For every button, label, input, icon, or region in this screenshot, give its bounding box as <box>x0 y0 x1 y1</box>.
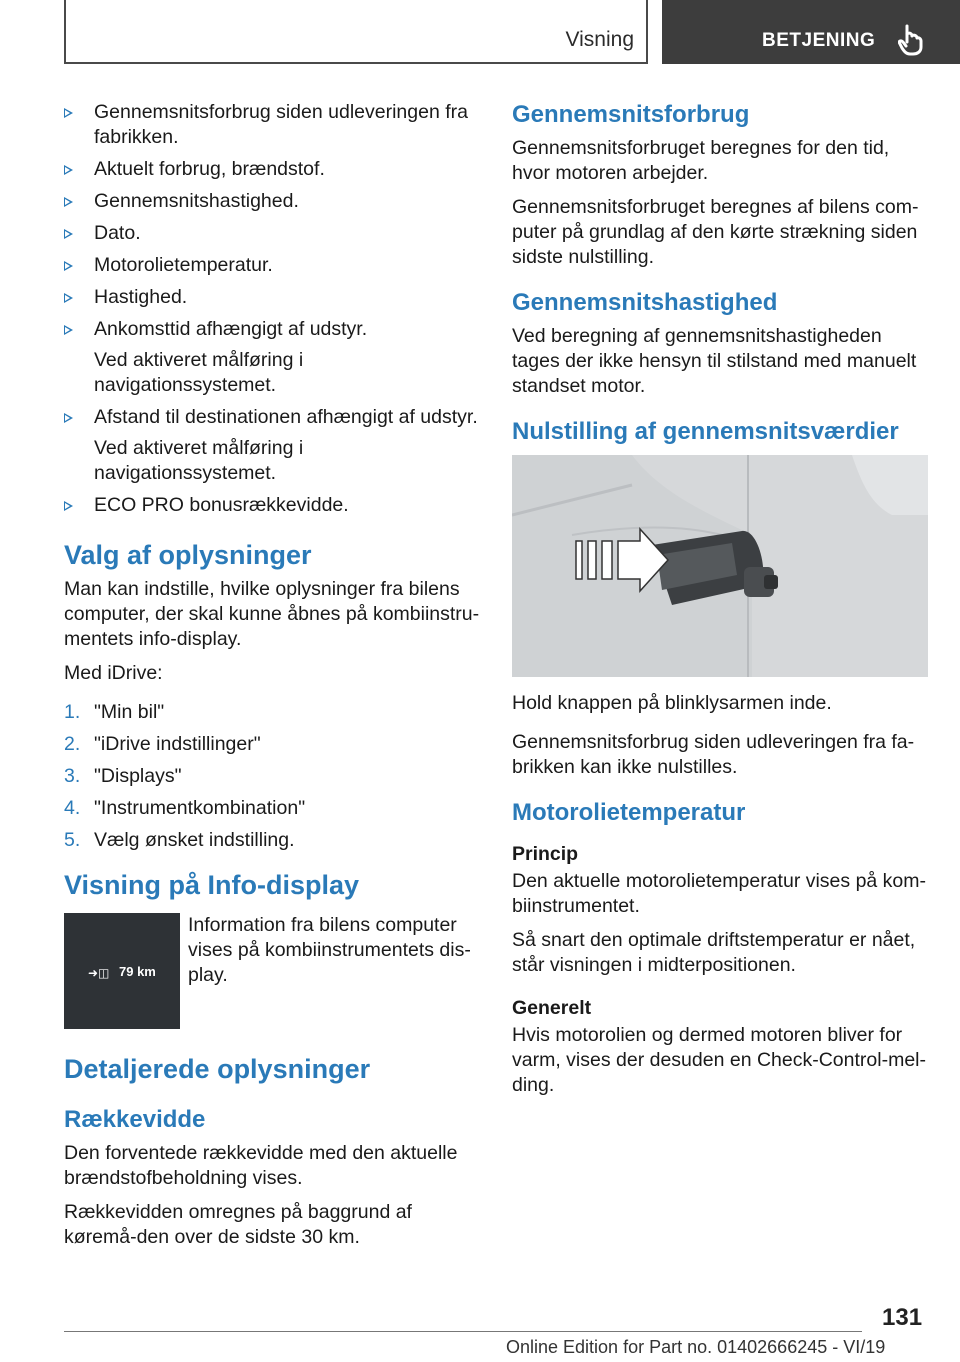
heading-motorolietemperatur: Motorolietemperatur <box>512 799 746 826</box>
list-item: 2. "iDrive indstillinger" <box>64 733 261 755</box>
turn-signal-stalk-image <box>512 455 928 677</box>
paragraph: Hold knappen på blinklysarmen inde. <box>512 692 832 714</box>
paragraph: Rækkevidden omregnes på baggrund af køremå-den over de sidste 30 km. <box>64 1201 412 1248</box>
triangle-bullet-icon <box>64 108 73 118</box>
heading-visning: Visning på Info-display <box>64 870 360 900</box>
list-item-note: Ved aktiveret målføring i navigationssystemet. <box>94 437 304 484</box>
list-item: 1. "Min bil" <box>64 701 165 723</box>
heading-gennemsnitsforbrug: Gennemsnitsforbrug <box>512 101 750 128</box>
range-value: 79 km <box>119 964 156 979</box>
list-item: 4. "Instrumentkombination" <box>64 797 306 819</box>
heading-gennemsnitshastighed: Gennemsnitshastighed <box>512 289 778 316</box>
list-item: 5. Vælg ønsket indstilling. <box>64 829 295 851</box>
list-item: Motorolietemperatur. <box>64 253 484 278</box>
left-column <box>64 100 484 1259</box>
list-item: Gennemsnitsforbrug siden udleveringen fra fabrikken. <box>64 100 484 150</box>
heading-detaljer: Detaljerede oplysninger <box>64 1054 371 1084</box>
triangle-bullet-icon <box>64 325 73 335</box>
fuel-range-icon: ➜◫ <box>88 966 110 980</box>
paragraph: Hvis motorolien og dermed motoren bliver for varm, vises der desuden en Check-Control-mel-ding. <box>512 1024 926 1096</box>
header-section-box <box>64 0 648 64</box>
right-column <box>512 100 932 1107</box>
list-item: Aktuelt forbrug, brændstof. <box>64 157 484 182</box>
section-title: Visning <box>565 28 634 51</box>
paragraph: Den forventede rækkevidde med den aktuelle brændstofbeholdning vises. <box>64 1142 458 1189</box>
list-item: Afstand til destinationen afhængigt af udstyr. Ved aktiveret målføring i navigationssystemet. <box>64 405 484 486</box>
paragraph: Så snart den optimale driftstemperatur er nået, står visningen i midterpositionen. <box>512 929 916 976</box>
list-item: Gennemsnitshastighed. <box>64 189 484 214</box>
list-item: Dato. <box>64 221 484 246</box>
triangle-bullet-icon <box>64 261 73 271</box>
triangle-bullet-icon <box>64 165 73 175</box>
paragraph: Man kan indstille, hvilke oplysninger fra bilens computer, der skal kunne åbnes på kombiinstru-mentets info-display. <box>64 578 480 650</box>
heading-raekkevidde: Rækkevidde <box>64 1106 206 1133</box>
paragraph: Ved beregning af gennemsnitshastigheden tages der ikke hensyn til stilstand med manuelt standset motor. <box>512 325 917 397</box>
paragraph: Med iDrive: <box>64 662 163 684</box>
triangle-bullet-icon <box>64 293 73 303</box>
heading-valg: Valg af oplysninger <box>64 540 312 570</box>
triangle-bullet-icon <box>64 229 73 239</box>
triangle-bullet-icon <box>64 413 73 423</box>
triangle-bullet-icon <box>64 501 73 511</box>
footer-divider <box>64 1331 862 1332</box>
page-number: 131 <box>882 1304 923 1331</box>
paragraph: Gennemsnitsforbruget beregnes af bilens com-puter på grundlag af den kørte strækning siden sidste nulstilling. <box>512 196 919 268</box>
info-display-image <box>64 913 180 1029</box>
heading-princip: Princip <box>512 843 579 865</box>
header-chapter-box <box>662 0 960 64</box>
info-display-block <box>64 913 484 1031</box>
list-item: ECO PRO bonusrækkevidde. <box>64 493 484 518</box>
list-item-note: Ved aktiveret målføring i navigationssystemet. <box>94 349 304 396</box>
heading-nulstilling: Nulstilling af gennemsnitsværdier <box>512 418 899 445</box>
hand-pointer-icon <box>898 24 924 56</box>
list-item: Ankomsttid afhængigt af udstyr. Ved aktiveret målføring i navigationssystemet. <box>64 317 484 398</box>
list-item: Hastighed. <box>64 285 484 310</box>
edition-note: Online Edition for Part no. 01402666245 - VI/19 <box>506 1337 886 1357</box>
info-bullet-list <box>64 100 484 518</box>
steps-list <box>64 700 484 853</box>
heading-generelt: Generelt <box>512 997 592 1019</box>
paragraph: Den aktuelle motorolietemperatur vises på kom-biinstrumentet. <box>512 870 927 917</box>
paragraph: Gennemsnitsforbruget beregnes for den tid, hvor motoren arbejder. <box>512 137 890 184</box>
info-display-text: Information fra bilens computer vises på kombiinstrumentets dis-play. <box>188 914 471 986</box>
chapter-title: BETJENING <box>762 30 876 51</box>
triangle-bullet-icon <box>64 197 73 207</box>
paragraph: Gennemsnitsforbrug siden udleveringen fra fa-brikken kan ikke nulstilles. <box>512 731 915 778</box>
list-item: 3. "Displays" <box>64 765 182 787</box>
